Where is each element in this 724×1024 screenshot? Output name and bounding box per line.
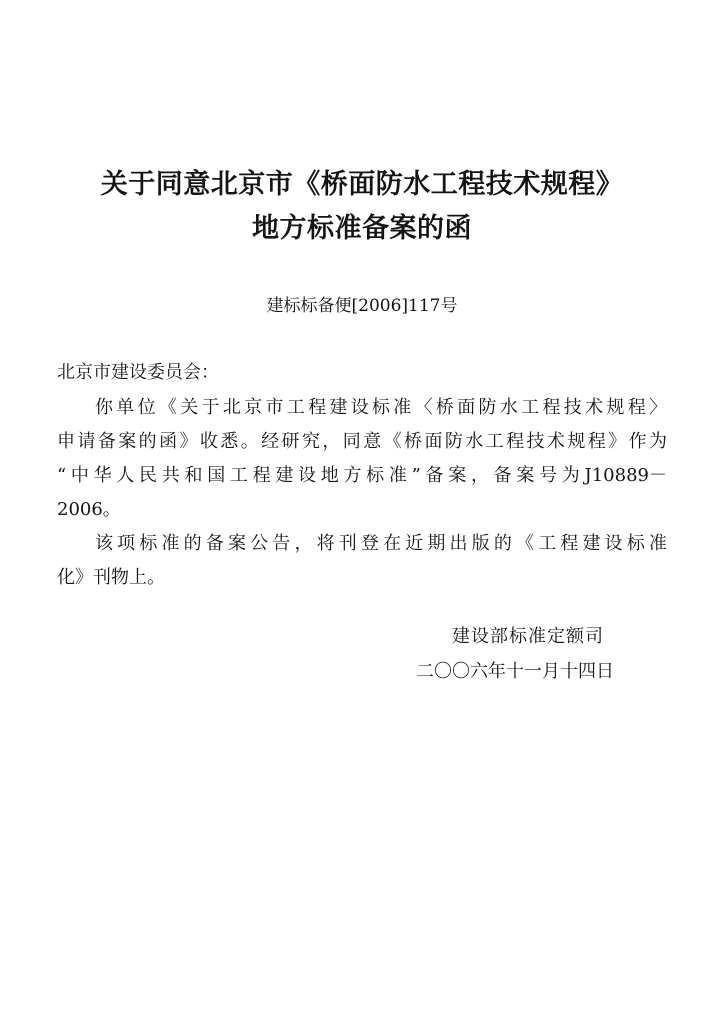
body-line-6: 化》刊物上。 bbox=[57, 567, 165, 588]
body-line-1: 你单位《关于北京市工程建设标准〈桥面防水工程技术规程〉 bbox=[95, 397, 667, 418]
document-title-line-2: 地方标准备案的函 bbox=[252, 213, 472, 244]
issuer-signature: 建设部标准定额司 bbox=[452, 626, 604, 647]
document-title-line-1: 关于同意北京市《桥面防水工程技术规程》 bbox=[100, 169, 624, 200]
document-number: 建标标备便[2006]117号 bbox=[266, 296, 458, 316]
body-line-4: 2006。 bbox=[57, 499, 121, 520]
recipient: 北京市建设委员会： bbox=[57, 362, 219, 383]
issue-date: 二〇〇六年十一月十四日 bbox=[416, 661, 614, 682]
body-line-2: 申请备案的函》收悉。经研究，同意《桥面防水工程技术规程》作为 bbox=[57, 431, 667, 452]
body-line-5: 该项标准的备案公告，将刊登在近期出版的《工程建设标准 bbox=[95, 533, 667, 554]
body-line-3: “中华人民共和国工程建设地方标准”备案，备案号为J10889－ bbox=[57, 465, 667, 486]
